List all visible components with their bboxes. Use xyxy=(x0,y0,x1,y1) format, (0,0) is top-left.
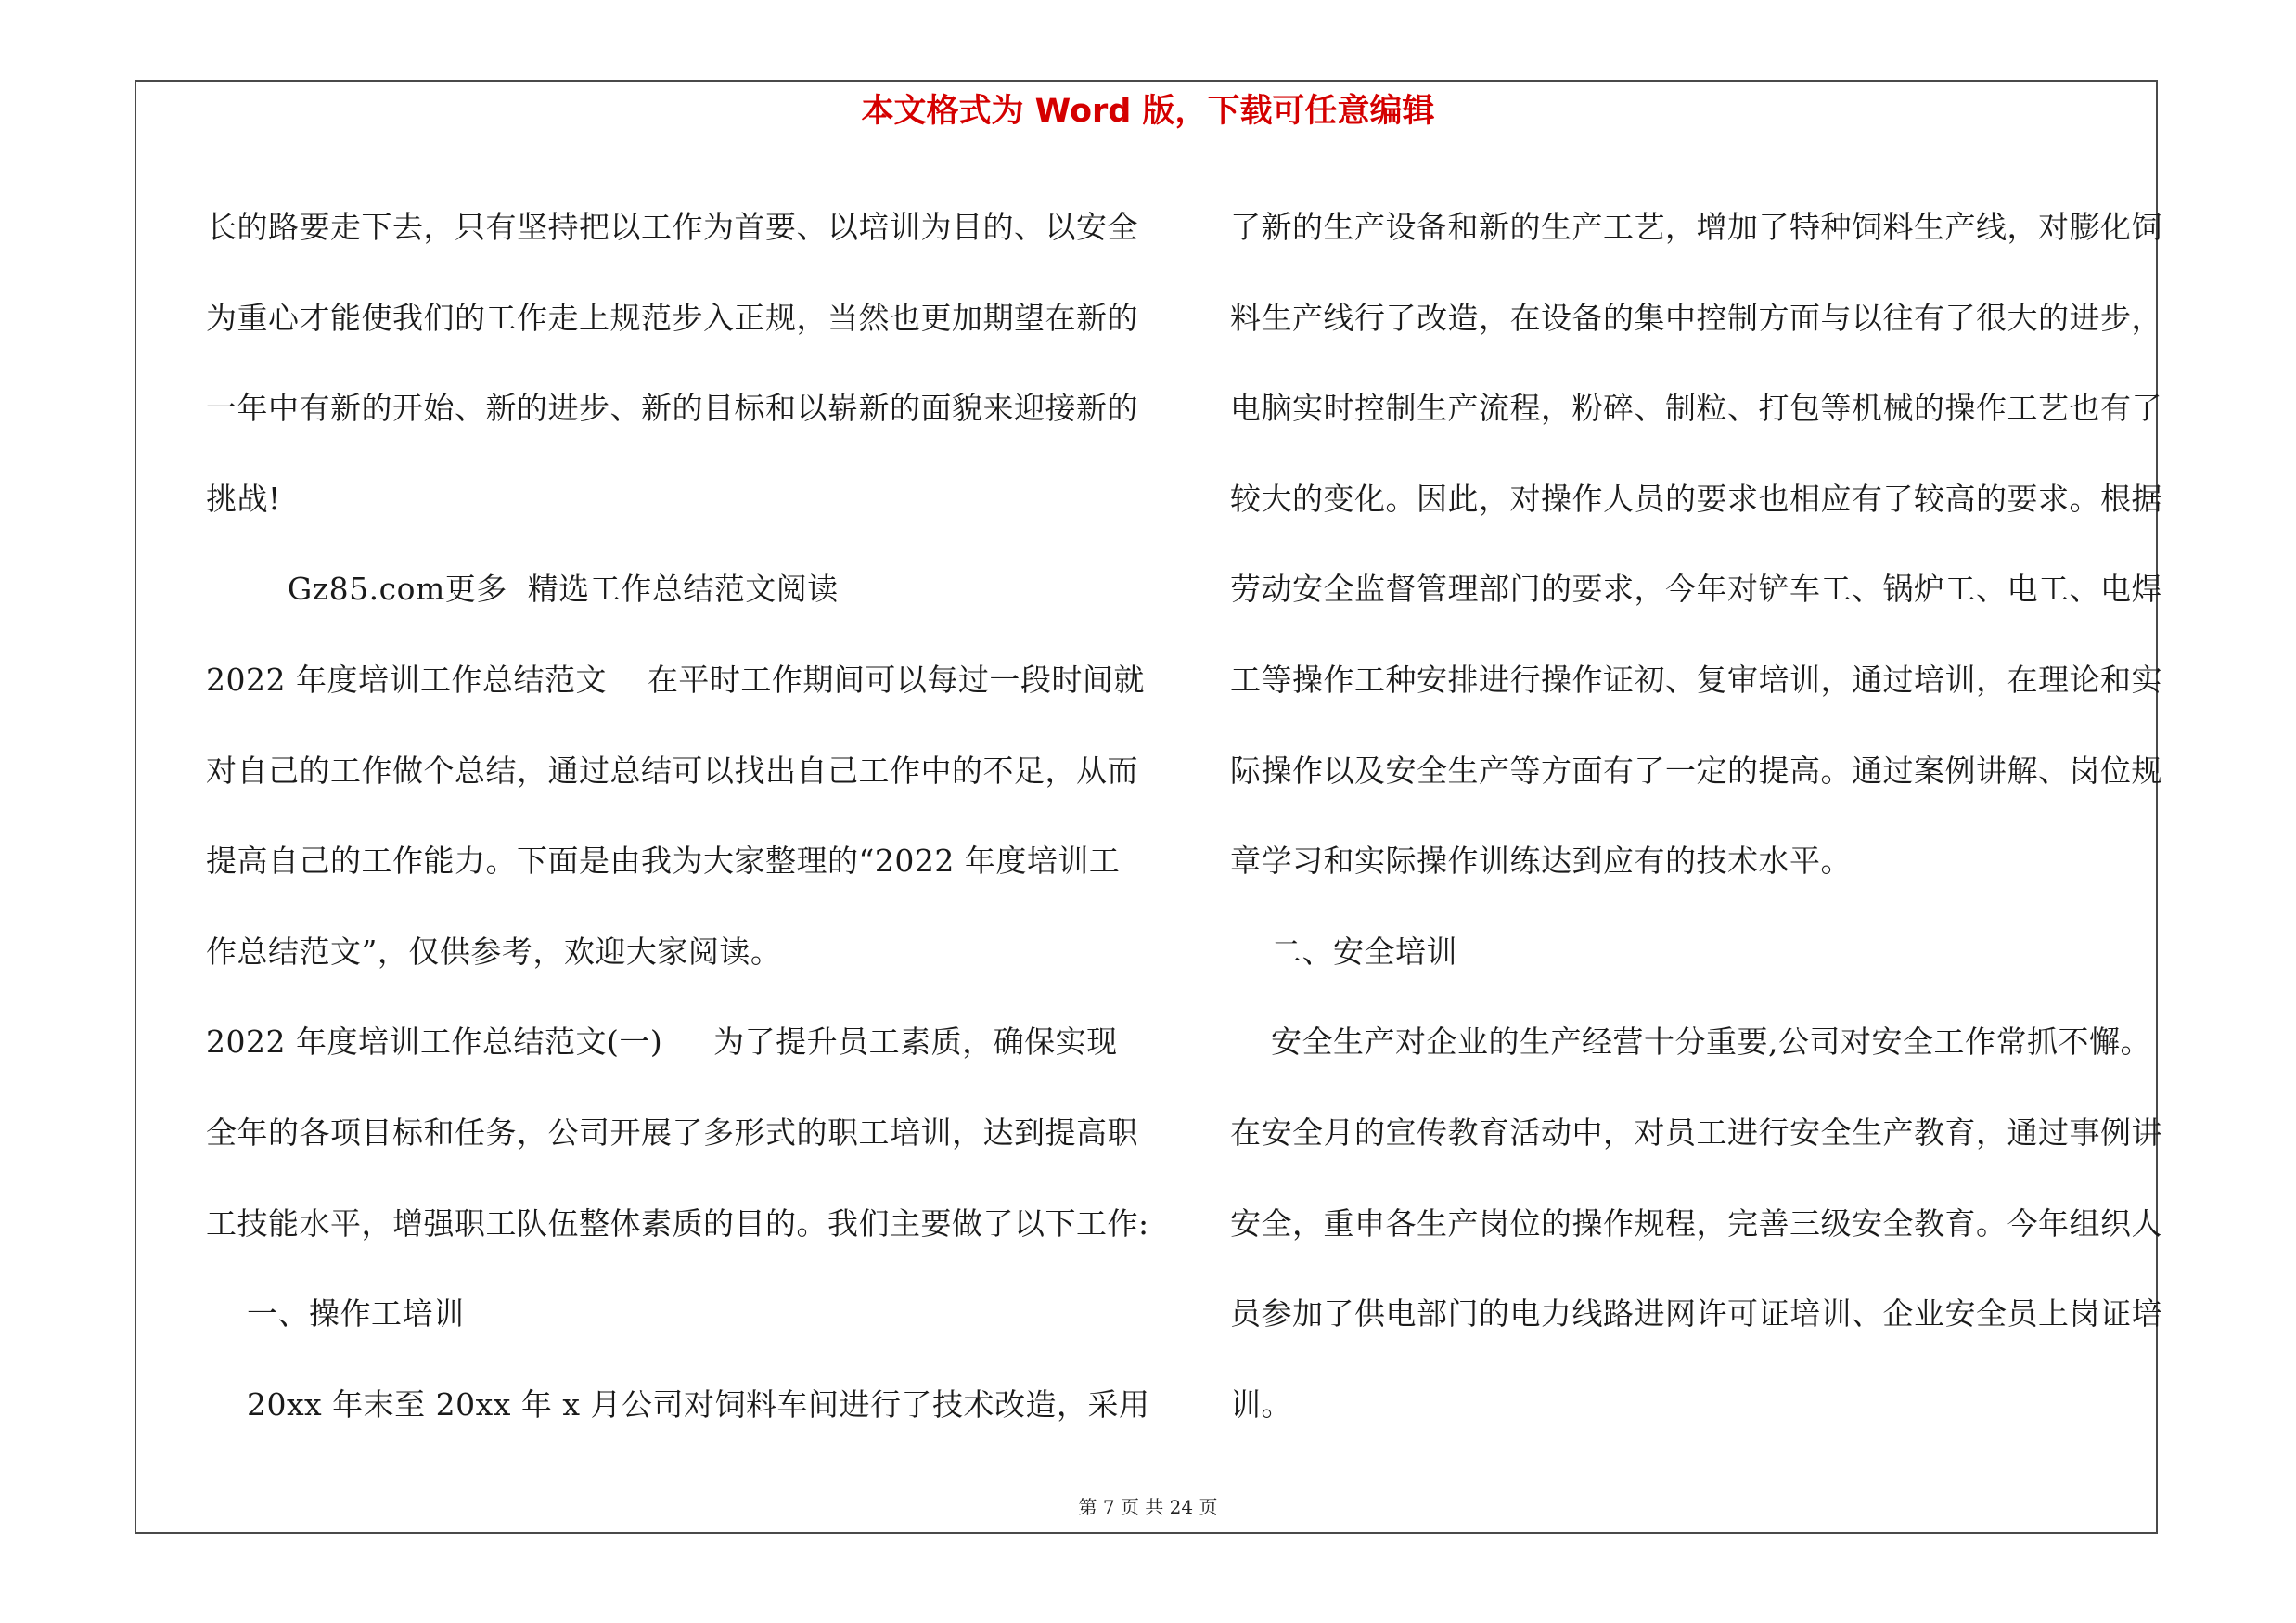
paragraph-line: 作总结范文”，仅供参考，欢迎大家阅读。 xyxy=(206,933,782,970)
paragraph-line: 员参加了供电部门的电力线路进网许可证培训、企业安全员上岗证培 xyxy=(1230,1295,2162,1333)
paragraph-line: 电脑实时控制生产流程，粉碎、制粒、打包等机械的操作工艺也有了 xyxy=(1230,390,2162,427)
paragraph-line: 为重心才能使我们的工作走上规范步入正规，当然也更加期望在新的 xyxy=(206,299,1138,336)
paragraph-line: 了新的生产设备和新的生产工艺，增加了特种饲料生产线，对膨化饲 xyxy=(1230,209,2162,245)
subheading-operator-training: 一、操作工培训 xyxy=(206,1295,465,1333)
paragraph-line: 挑战! xyxy=(206,480,281,517)
paragraph-line: 在安全月的宣传教育活动中，对员工进行安全生产教育，通过事例讲 xyxy=(1230,1114,2162,1151)
left-column xyxy=(206,182,1150,1449)
right-column xyxy=(1230,182,2167,1449)
paragraph-line: 较大的变化。因此，对操作人员的要求也相应有了较高的要求。根据 xyxy=(1230,480,2162,517)
word-format-banner: 本文格式为 Word 版，下载可任意编辑 xyxy=(861,93,1435,130)
page-number-footer: 第 7 页 共 24 页 xyxy=(1078,1496,1218,1518)
article-title-line: 2022 年度培训工作总结范文 在平时工作期间可以每过一段时间就 xyxy=(206,661,1145,698)
paragraph-line: 安全生产对企业的生产经营十分重要,公司对安全工作常抓不懈。 xyxy=(1230,1024,2151,1061)
paragraph-line: 全年的各项目标和任务，公司开展了多形式的职工培训，达到提高职 xyxy=(206,1114,1138,1151)
subheading-safety-training: 二、安全培训 xyxy=(1230,933,1457,970)
paragraph-line: 章学习和实际操作训练达到应有的技术水平。 xyxy=(1230,843,1852,880)
paragraph-line: 工等操作工种安排进行操作证初、复审培训，通过培训，在理论和实 xyxy=(1230,661,2162,698)
paragraph-line: 训。 xyxy=(1230,1385,1292,1423)
promo-line: Gz85.com更多 精选工作总结范文阅读 xyxy=(206,571,839,608)
section-title-line: 2022 年度培训工作总结范文(一) 为了提升员工素质，确保实现 xyxy=(206,1024,1118,1061)
paragraph-line: 一年中有新的开始、新的进步、新的目标和以崭新的面貌来迎接新的 xyxy=(206,390,1138,427)
paragraph-line: 对自己的工作做个总结，通过总结可以找出自己工作中的不足，从而 xyxy=(206,752,1138,789)
paragraph-line: 劳动安全监督管理部门的要求，今年对铲车工、锅炉工、电工、电焊 xyxy=(1230,571,2162,608)
paragraph-line: 安全，重申各生产岗位的操作规程，完善三级安全教育。今年组织人 xyxy=(1230,1204,2162,1242)
paragraph-line: 际操作以及安全生产等方面有了一定的提高。通过案例讲解、岗位规 xyxy=(1230,752,2162,789)
paragraph-line: 料生产线行了改造，在设备的集中控制方面与以往有了很大的进步， xyxy=(1230,299,2162,336)
paragraph-line: 工技能水平，增强职工队伍整体素质的目的。我们主要做了以下工作: xyxy=(206,1204,1149,1242)
paragraph-line: 提高自己的工作能力。下面是由我为大家整理的“2022 年度培训工 xyxy=(206,843,1121,880)
paragraph-line: 20xx 年末至 20xx 年 x 月公司对饲料车间进行了技术改造，采用 xyxy=(206,1385,1150,1423)
paragraph-line: 长的路要走下去，只有坚持把以工作为首要、以培训为目的、以安全 xyxy=(206,209,1138,245)
